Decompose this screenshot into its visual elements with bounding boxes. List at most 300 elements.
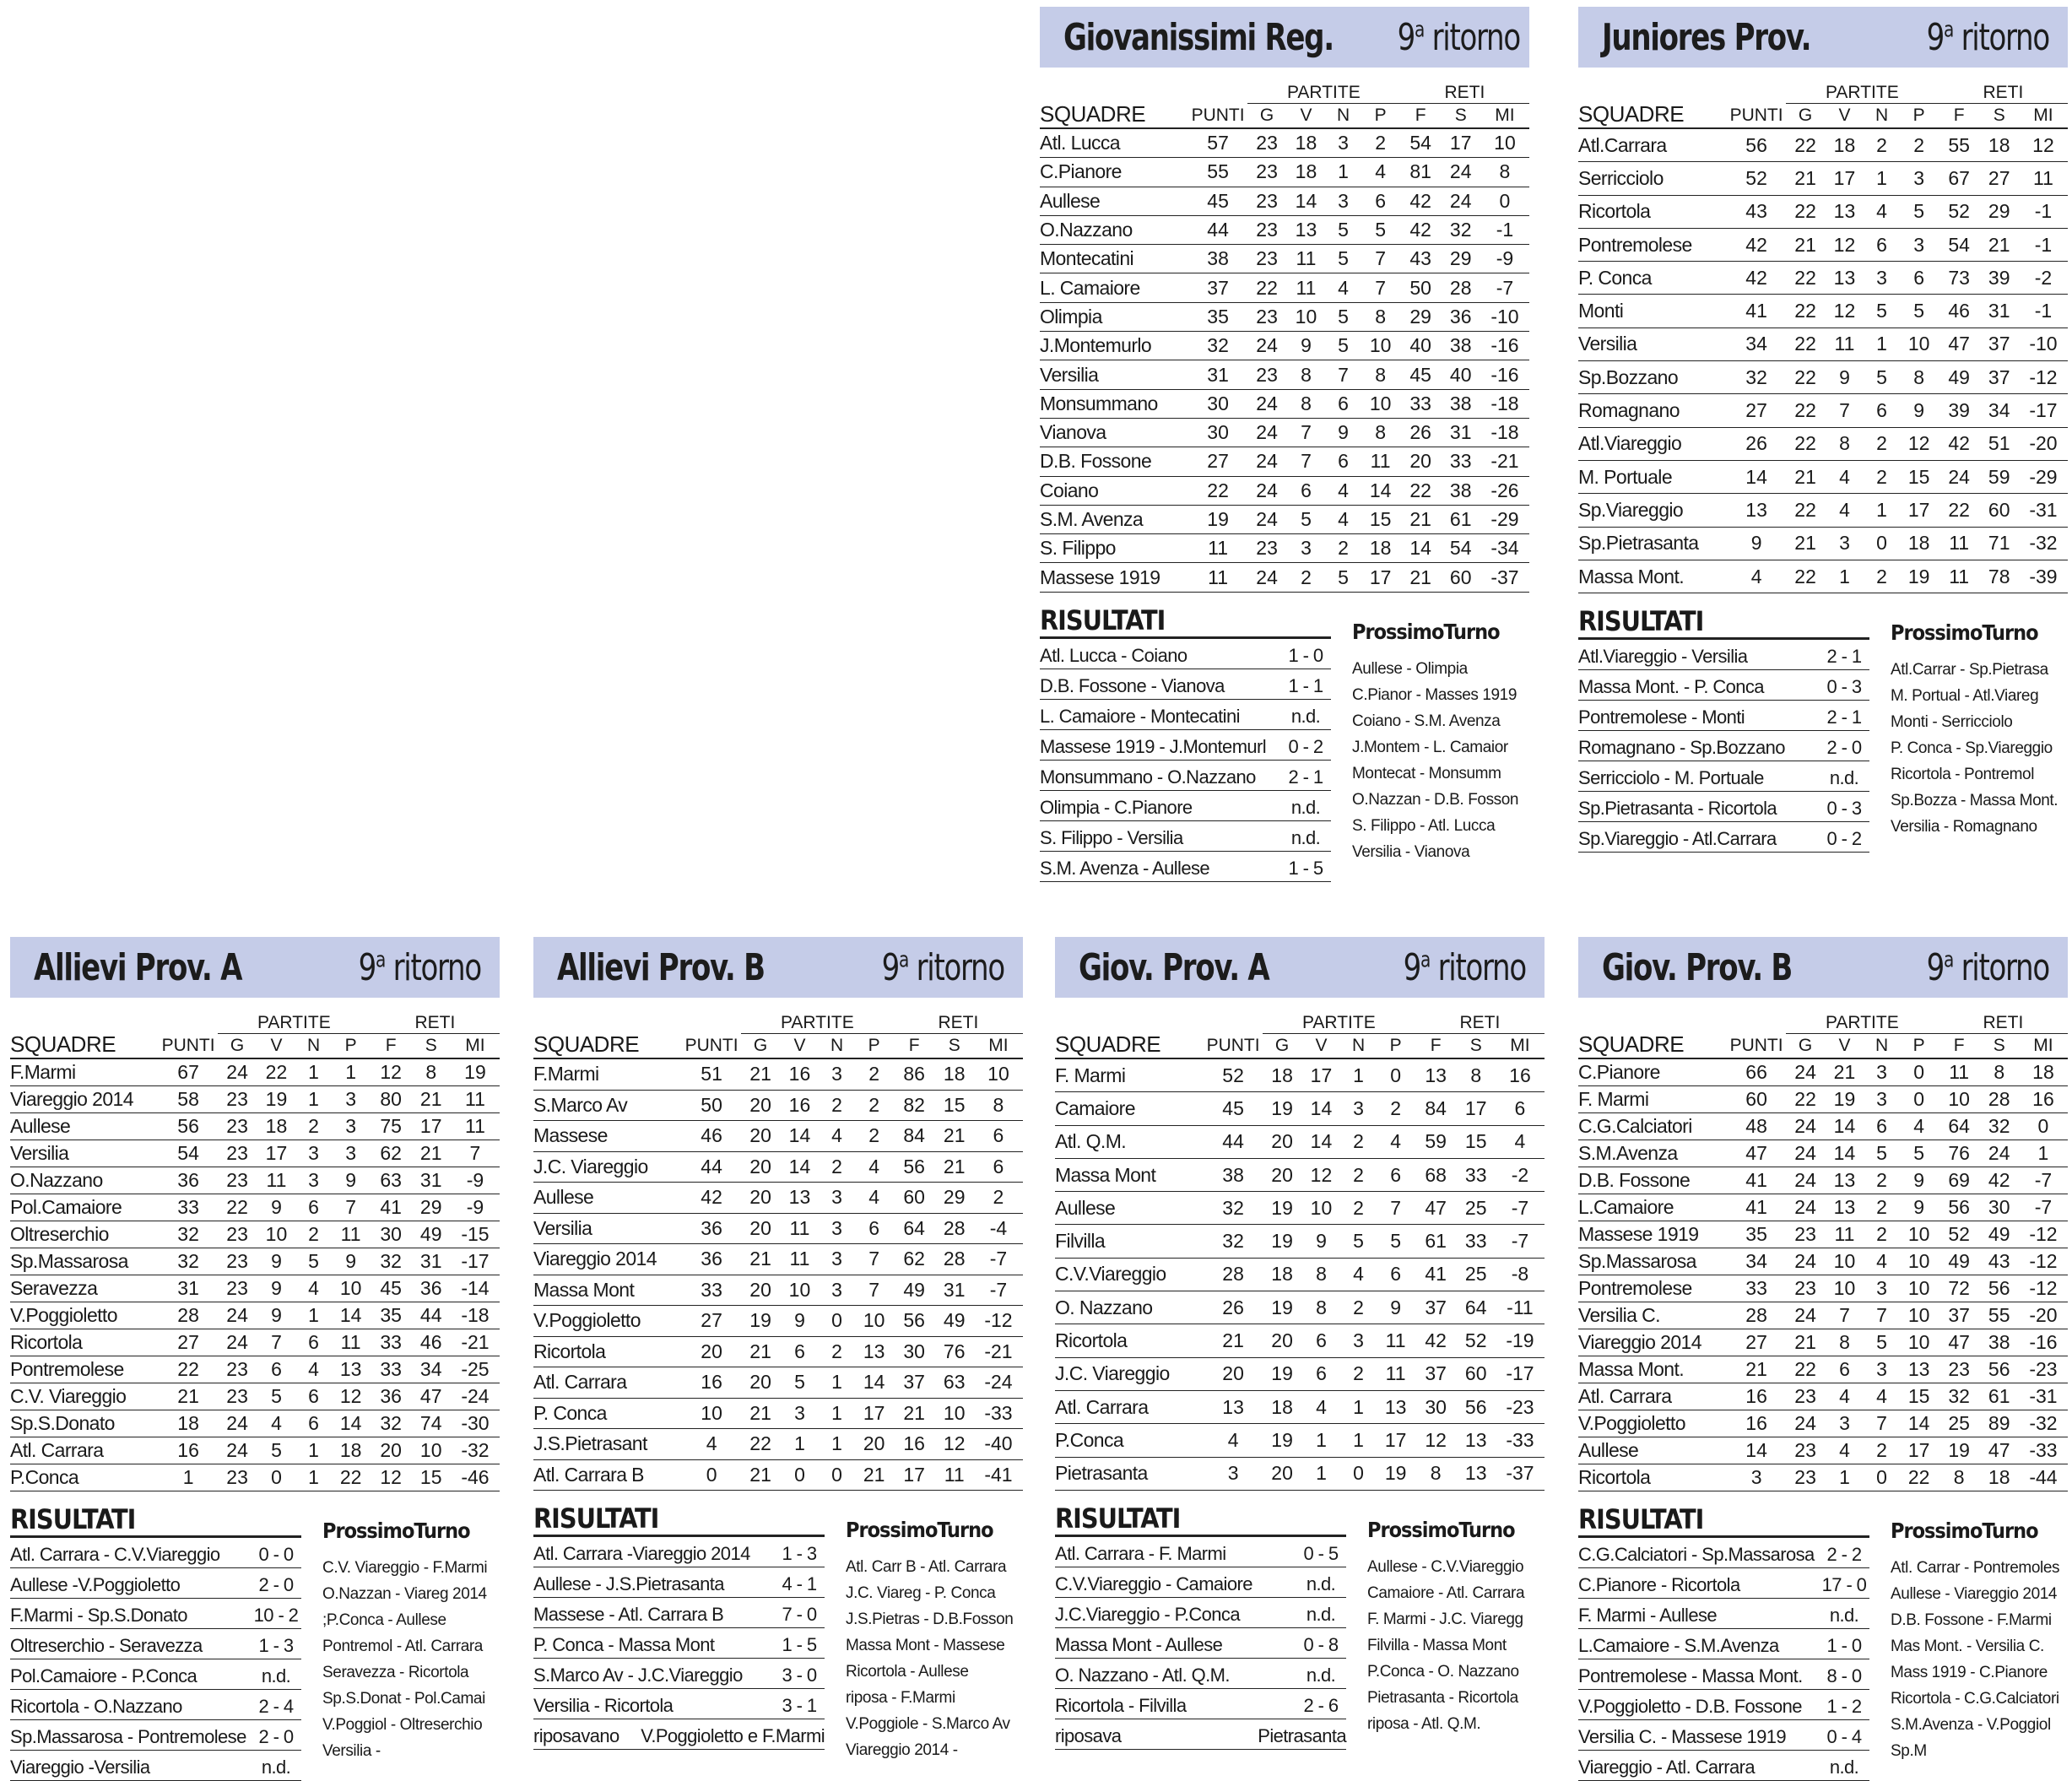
column-header-mi: MI — [2019, 1034, 2068, 1059]
result-row — [1040, 669, 1331, 700]
table-row — [1578, 1356, 2068, 1383]
table-row — [1578, 427, 2068, 460]
stat-value: 62 — [371, 1140, 412, 1167]
stat-value: 59 — [1980, 460, 2019, 493]
stat-value: 0 — [1899, 1058, 1938, 1086]
next-match: O.Nazzan - D.B. Fosson — [1352, 790, 1519, 809]
panel-title: Giovanissimi Reg. — [1063, 15, 1334, 59]
stat-value: 49 — [935, 1306, 974, 1337]
panel-header — [1055, 937, 1545, 998]
next-round-section — [1367, 1518, 1549, 1737]
stat-value: -24 — [974, 1367, 1023, 1399]
stat-value: 3 — [1864, 1086, 1900, 1113]
stat-value: 13 — [1204, 1390, 1263, 1423]
team-name: J.S.Pietrasant — [533, 1429, 682, 1460]
team-name: Aullese — [1055, 1192, 1204, 1225]
match-label: V.Poggioletto - D.B. Fossone — [1578, 1696, 1802, 1717]
stat-value: 7 — [1286, 418, 1325, 447]
stat-value: 27 — [1727, 1329, 1786, 1356]
stat-value: 4 — [854, 1151, 893, 1183]
stat-value: 22 — [1786, 1356, 1825, 1383]
stat-value: 48 — [1727, 1113, 1786, 1140]
stat-value: 12 — [935, 1429, 974, 1460]
stat-value: -7 — [1496, 1192, 1545, 1225]
stat-value: 64 — [894, 1213, 935, 1244]
stat-value: 13 — [1457, 1424, 1496, 1457]
table-row — [1040, 505, 1529, 533]
result-row — [10, 1720, 301, 1751]
stat-value: 37 — [1980, 361, 2019, 394]
stat-value: 21 — [412, 1140, 451, 1167]
stat-value: 18 — [159, 1410, 218, 1437]
stat-value: 49 — [894, 1275, 935, 1306]
stat-value: 12 — [1301, 1158, 1340, 1191]
column-header-squadre: SQUADRE — [1055, 1013, 1204, 1058]
stat-value: 19 — [1899, 560, 1938, 593]
stat-value: 9 — [1301, 1225, 1340, 1258]
stat-value: 24 — [1786, 1302, 1825, 1329]
match-score: n.d. — [1290, 826, 1321, 848]
stat-value: 10 — [854, 1306, 893, 1337]
result-row — [10, 1538, 301, 1568]
next-match: M. Portual - Atl.Viareg — [1891, 687, 2039, 706]
result-row — [1578, 1538, 1869, 1568]
stat-value: 20 — [1263, 1125, 1301, 1158]
stat-value: 59 — [1415, 1125, 1457, 1158]
stat-value: 0 — [1899, 1086, 1938, 1113]
table-row — [10, 1140, 500, 1167]
next-match: Montecat - Monsumm — [1352, 764, 1501, 782]
panel-title: Giov. Prov. A — [1079, 945, 1269, 989]
stat-value: 61 — [1442, 505, 1480, 533]
team-name: Aullese — [1578, 1437, 1727, 1464]
stat-value: 33 — [1457, 1158, 1496, 1191]
stat-value: 11 — [1361, 447, 1399, 476]
result-row — [533, 1537, 825, 1567]
results-title: RISULTATI — [10, 1503, 301, 1538]
stat-value: 12 — [331, 1383, 370, 1410]
match-score: 4 - 1 — [782, 1573, 817, 1594]
stat-value: 34 — [1727, 1248, 1786, 1275]
stat-value: 89 — [1980, 1410, 2019, 1437]
result-row — [10, 1568, 301, 1599]
match-score: 1 - 0 — [1826, 1635, 1862, 1656]
standings-table — [1578, 83, 2068, 593]
stat-value: 11 — [1939, 527, 1980, 560]
match-score: 3 - 0 — [782, 1665, 817, 1686]
stat-value: 22 — [1786, 195, 1825, 228]
team-name: L. Camaiore — [1040, 273, 1188, 302]
round-label: 9$^a$ ritorno — [881, 945, 1004, 989]
table-row — [1055, 1424, 1545, 1457]
stat-value: 2 — [1376, 1092, 1415, 1125]
team-name: Atl. Lucca — [1040, 128, 1188, 158]
team-name: Pol.Camaiore — [10, 1194, 159, 1221]
match-score: 8 - 0 — [1826, 1665, 1862, 1686]
stat-value: 23 — [218, 1356, 257, 1383]
stat-value: 18 — [1263, 1258, 1301, 1291]
stat-value: 20 — [1263, 1457, 1301, 1490]
stat-value: -33 — [1496, 1424, 1545, 1457]
table-row — [1578, 162, 2068, 195]
team-name: Viareggio 2014 — [533, 1244, 682, 1275]
stat-value: 38 — [1980, 1329, 2019, 1356]
stat-value: 54 — [1400, 128, 1442, 158]
stat-value: -12 — [974, 1306, 1023, 1337]
next-round-title: ProssimoTurno — [846, 1518, 993, 1542]
column-header-f: F — [894, 1034, 935, 1059]
team-name: C.V.Viareggio — [1055, 1258, 1204, 1291]
table-row — [1055, 1225, 1545, 1258]
stat-value: 4 — [1376, 1125, 1415, 1158]
stat-value: 23 — [218, 1113, 257, 1140]
panel-giov-b — [1578, 937, 2068, 1781]
column-header-v: V — [257, 1034, 295, 1059]
stat-value: -20 — [2019, 1302, 2068, 1329]
stat-value: 32 — [1727, 361, 1786, 394]
stat-value: -30 — [451, 1410, 500, 1437]
column-header-squadre: SQUADRE — [533, 1013, 682, 1058]
stat-value: 56 — [894, 1306, 935, 1337]
stat-value: 2 — [1361, 128, 1399, 158]
stat-value: 24 — [1786, 1194, 1825, 1221]
stat-value: -34 — [1480, 534, 1529, 563]
result-row — [1055, 1598, 1346, 1628]
team-name: Viareggio 2014 — [10, 1086, 159, 1113]
table-row — [1040, 389, 1529, 418]
stat-value: 2 — [1864, 427, 1900, 460]
column-header-s: S — [1457, 1034, 1496, 1059]
column-header-f: F — [1400, 104, 1442, 129]
column-header-p: P — [1376, 1034, 1415, 1059]
table-row — [1040, 215, 1529, 244]
stat-value: 11 — [451, 1113, 500, 1140]
stat-value: 27 — [682, 1306, 741, 1337]
table-row — [10, 1275, 500, 1302]
stat-value: 21 — [1400, 563, 1442, 592]
stat-value: 6 — [1864, 228, 1900, 261]
stat-value: 18 — [1263, 1390, 1301, 1423]
column-header-n: N — [296, 1034, 332, 1059]
match-score: n.d. — [261, 1665, 291, 1686]
stat-value: 63 — [371, 1167, 412, 1194]
table-row — [1578, 128, 2068, 162]
stat-value: 2 — [1864, 1437, 1900, 1464]
stat-value: 33 — [682, 1275, 741, 1306]
stat-value: 2 — [820, 1151, 855, 1183]
stat-value: 2 — [1341, 1158, 1377, 1191]
table-row — [1055, 1192, 1545, 1225]
next-match: Sp.S.Donat - Pol.Camai — [322, 1690, 485, 1708]
team-name: Romagnano — [1578, 394, 1727, 427]
match-score: 0 - 0 — [258, 1544, 294, 1565]
stat-value: 46 — [412, 1329, 451, 1356]
stat-value: 15 — [412, 1464, 451, 1491]
match-label: S. Filippo - Versilia — [1040, 826, 1183, 848]
stat-value: -2 — [1496, 1158, 1545, 1191]
stat-value: 35 — [1188, 302, 1247, 331]
team-name: Atl. Carrara — [10, 1437, 159, 1464]
column-header-s: S — [1980, 104, 2019, 129]
stat-value: 21 — [741, 1398, 780, 1429]
result-row — [1055, 1567, 1346, 1598]
stat-value: 23 — [1247, 128, 1286, 158]
stat-value: 37 — [1980, 328, 2019, 360]
table-row — [533, 1090, 1023, 1121]
table-row — [1055, 1125, 1545, 1158]
stat-value: 23 — [218, 1167, 257, 1194]
column-header-p: P — [331, 1034, 370, 1059]
stat-value: 52 — [1727, 162, 1786, 195]
stat-value: 54 — [1442, 534, 1480, 563]
stat-value: 10 — [1301, 1192, 1340, 1225]
next-match: Atl.Carrar - Sp.Pietrasa — [1891, 661, 2048, 679]
results-list — [1578, 640, 1869, 853]
result-row — [533, 1628, 825, 1659]
match-score: 0 - 4 — [1826, 1726, 1862, 1747]
stat-value: 56 — [1939, 1194, 1980, 1221]
stat-value: 43 — [1727, 195, 1786, 228]
stat-value: 5 — [1899, 195, 1938, 228]
stat-value: -1 — [2019, 228, 2068, 261]
panel-header — [1578, 7, 2068, 68]
table-row — [1040, 418, 1529, 447]
stat-value: 20 — [741, 1275, 780, 1306]
column-header-p: P — [1899, 104, 1938, 129]
next-match: S. Filippo - Atl. Lucca — [1352, 816, 1496, 835]
stat-value: 2 — [1899, 128, 1938, 162]
stat-value: 19 — [1263, 1357, 1301, 1390]
stat-value: 27 — [159, 1329, 218, 1356]
stat-value: 84 — [1415, 1092, 1457, 1125]
table-row — [1578, 361, 2068, 394]
stat-value: 9 — [780, 1306, 819, 1337]
result-row — [533, 1689, 825, 1719]
stat-value: 37 — [1188, 273, 1247, 302]
result-row — [1055, 1659, 1346, 1689]
results-title: RISULTATI — [1040, 604, 1331, 639]
stat-value: 16 — [1727, 1410, 1786, 1437]
team-name: Versilia — [533, 1213, 682, 1244]
stat-value: 18 — [2019, 1058, 2068, 1086]
column-header-mi: MI — [974, 1034, 1023, 1059]
stat-value: 69 — [1939, 1167, 1980, 1194]
stat-value: 3 — [780, 1398, 819, 1429]
match-score: 0 - 2 — [1288, 735, 1323, 757]
table-row — [10, 1302, 500, 1329]
stat-value: 10 — [1286, 302, 1325, 331]
column-header-f: F — [371, 1034, 412, 1059]
team-name: Atl. Carrara B — [533, 1459, 682, 1491]
stat-value: -18 — [1480, 418, 1529, 447]
stat-value: 23 — [218, 1221, 257, 1248]
stat-value: 47 — [412, 1383, 451, 1410]
stat-value: 4 — [1341, 1258, 1377, 1291]
next-match: P. Conca - Sp.Viareggio — [1891, 739, 2053, 758]
stat-value: 41 — [1727, 1167, 1786, 1194]
stat-value: 44 — [1188, 215, 1247, 244]
match-label: Atl. Carrara -Viareggio 2014 — [533, 1543, 750, 1564]
stat-value: 76 — [935, 1336, 974, 1367]
team-name: Sp.Pietrasanta — [1578, 527, 1727, 560]
results-section — [533, 1502, 1023, 1759]
team-name: Atl. Carrara — [1578, 1383, 1727, 1410]
column-header-n: N — [820, 1034, 855, 1059]
team-name: C.G.Calciatori — [1578, 1113, 1727, 1140]
panel-header — [1040, 7, 1529, 68]
stat-value: 4 — [1825, 460, 1864, 493]
stat-value: 23 — [1786, 1437, 1825, 1464]
result-row — [1578, 792, 1869, 822]
team-name: S.M. Avenza — [1040, 505, 1188, 533]
match-label: Massese - Atl. Carrara B — [533, 1604, 724, 1625]
stat-value: 20 — [741, 1213, 780, 1244]
stat-value: 20 — [741, 1183, 780, 1214]
stat-value: 21 — [1786, 1329, 1825, 1356]
stat-value: 10 — [412, 1437, 451, 1464]
stat-value: 32 — [1204, 1192, 1263, 1225]
stat-value: 0 — [257, 1464, 295, 1491]
stat-value: 11 — [1939, 1058, 1980, 1086]
stat-value: 6 — [296, 1329, 332, 1356]
stat-value: 45 — [1188, 187, 1247, 215]
stat-value: 11 — [331, 1329, 370, 1356]
stat-value: 23 — [218, 1464, 257, 1491]
table-row — [10, 1383, 500, 1410]
stat-value: 3 — [1326, 187, 1361, 215]
team-name: Sp.Massarosa — [1578, 1248, 1727, 1275]
team-name: F.Marmi — [533, 1058, 682, 1090]
stat-value: 19 — [1263, 1291, 1301, 1324]
stat-value: 8 — [1301, 1291, 1340, 1324]
match-score: 2 - 0 — [1826, 737, 1862, 759]
team-name: V.Poggioletto — [1578, 1410, 1727, 1437]
stat-value: 43 — [1980, 1248, 2019, 1275]
stat-value: 56 — [1980, 1275, 2019, 1302]
table-row — [1578, 328, 2068, 360]
stat-value: 6 — [257, 1356, 295, 1383]
match-score: n.d. — [261, 1757, 291, 1778]
table-row — [533, 1429, 1023, 1460]
team-name: Aullese — [533, 1183, 682, 1214]
team-name: P. Conca — [1578, 262, 1727, 295]
stat-value: 8 — [412, 1058, 451, 1086]
stat-value: 25 — [1457, 1192, 1496, 1225]
match-label: S.Marco Av - J.C.Viareggio — [533, 1665, 743, 1686]
stat-value: 8 — [1825, 427, 1864, 460]
stat-value: 42 — [1400, 187, 1442, 215]
team-name: Oltreserchio — [10, 1221, 159, 1248]
stat-value: 16 — [894, 1429, 935, 1460]
table-row — [1055, 1158, 1545, 1191]
stat-value: 1 — [1864, 162, 1900, 195]
stat-value: 60 — [1457, 1357, 1496, 1390]
team-name: D.B. Fossone — [1578, 1167, 1727, 1194]
stat-value: 76 — [1939, 1140, 1980, 1167]
stat-value: 22 — [1786, 1086, 1825, 1113]
stat-value: 8 — [1457, 1058, 1496, 1092]
result-row — [1055, 1628, 1346, 1659]
team-name: F. Marmi — [1055, 1058, 1204, 1092]
column-header-punti: PUNTI — [1204, 1034, 1263, 1059]
stat-value: 32 — [1188, 332, 1247, 360]
stat-value: 6 — [1496, 1092, 1545, 1125]
match-label: riposavano — [533, 1725, 619, 1746]
stat-value: 24 — [1247, 563, 1286, 592]
stat-value: 14 — [1825, 1140, 1864, 1167]
stat-value: 21 — [1786, 527, 1825, 560]
next-match: J.Montem - L. Camaior — [1352, 738, 1508, 756]
stat-value: 28 — [1727, 1302, 1786, 1329]
stat-value: 4 — [1326, 273, 1361, 302]
stat-value: 42 — [1727, 262, 1786, 295]
stat-value: 2 — [854, 1121, 893, 1152]
stat-value: 6 — [974, 1151, 1023, 1183]
round-label: 9$^a$ ritorno — [1397, 15, 1520, 59]
stat-value: 12 — [1415, 1424, 1457, 1457]
stat-value: -11 — [1496, 1291, 1545, 1324]
stat-value: -26 — [1480, 476, 1529, 505]
result-row — [1578, 1690, 1869, 1720]
stat-value: 33 — [1727, 1275, 1786, 1302]
team-name: Atl.Carrara — [1578, 128, 1727, 162]
match-score: 2 - 1 — [1826, 646, 1862, 668]
stat-value: 24 — [218, 1302, 257, 1329]
stat-value: 1 — [820, 1398, 855, 1429]
stat-value: 19 — [1825, 1086, 1864, 1113]
match-score: 3 - 1 — [782, 1695, 817, 1716]
stat-value: 21 — [1727, 1356, 1786, 1383]
stat-value: 21 — [1980, 228, 2019, 261]
stat-value: 13 — [854, 1336, 893, 1367]
next-match: Pietrasanta - Ricortola — [1367, 1688, 1518, 1707]
column-group-partite: PARTITE — [1786, 83, 1939, 104]
result-row — [1578, 761, 1869, 792]
stat-value: -46 — [451, 1464, 500, 1491]
stat-value: 23 — [1247, 158, 1286, 187]
stat-value: 14 — [1361, 476, 1399, 505]
table-row — [1578, 1086, 2068, 1113]
match-label: Viareggio -Versilia — [10, 1757, 150, 1778]
stat-value: -7 — [2019, 1167, 2068, 1194]
stat-value: 20 — [1263, 1324, 1301, 1357]
match-label: Sp.Massarosa - Pontremolese — [10, 1726, 246, 1747]
result-row — [1040, 791, 1331, 821]
table-row — [1578, 460, 2068, 493]
column-header-squadre: SQUADRE — [1578, 1013, 1727, 1058]
stat-value: 10 — [1825, 1275, 1864, 1302]
column-header-punti: PUNTI — [1188, 104, 1247, 129]
stat-value: 6 — [1864, 1113, 1900, 1140]
match-label: Massa Mont - Aullese — [1055, 1633, 1223, 1655]
stat-value: 29 — [935, 1183, 974, 1214]
stat-value: 3 — [1341, 1092, 1377, 1125]
next-match: J.C. Viareg - P. Conca — [846, 1584, 996, 1602]
stat-value: -16 — [2019, 1329, 2068, 1356]
stat-value: 2 — [1864, 1221, 1900, 1248]
stat-value: 4 — [257, 1410, 295, 1437]
table-row — [533, 1459, 1023, 1491]
round-label: 9$^a$ ritorno — [1926, 15, 2049, 59]
stat-value: 27 — [1188, 447, 1247, 476]
stat-value: 4 — [296, 1356, 332, 1383]
stat-value: 42 — [1939, 427, 1980, 460]
stat-value: 14 — [1727, 460, 1786, 493]
match-label: Atl.Viareggio - Versilia — [1578, 646, 1748, 668]
table-row — [533, 1213, 1023, 1244]
team-name: F. Marmi — [1578, 1086, 1727, 1113]
stat-value: 22 — [257, 1058, 295, 1086]
